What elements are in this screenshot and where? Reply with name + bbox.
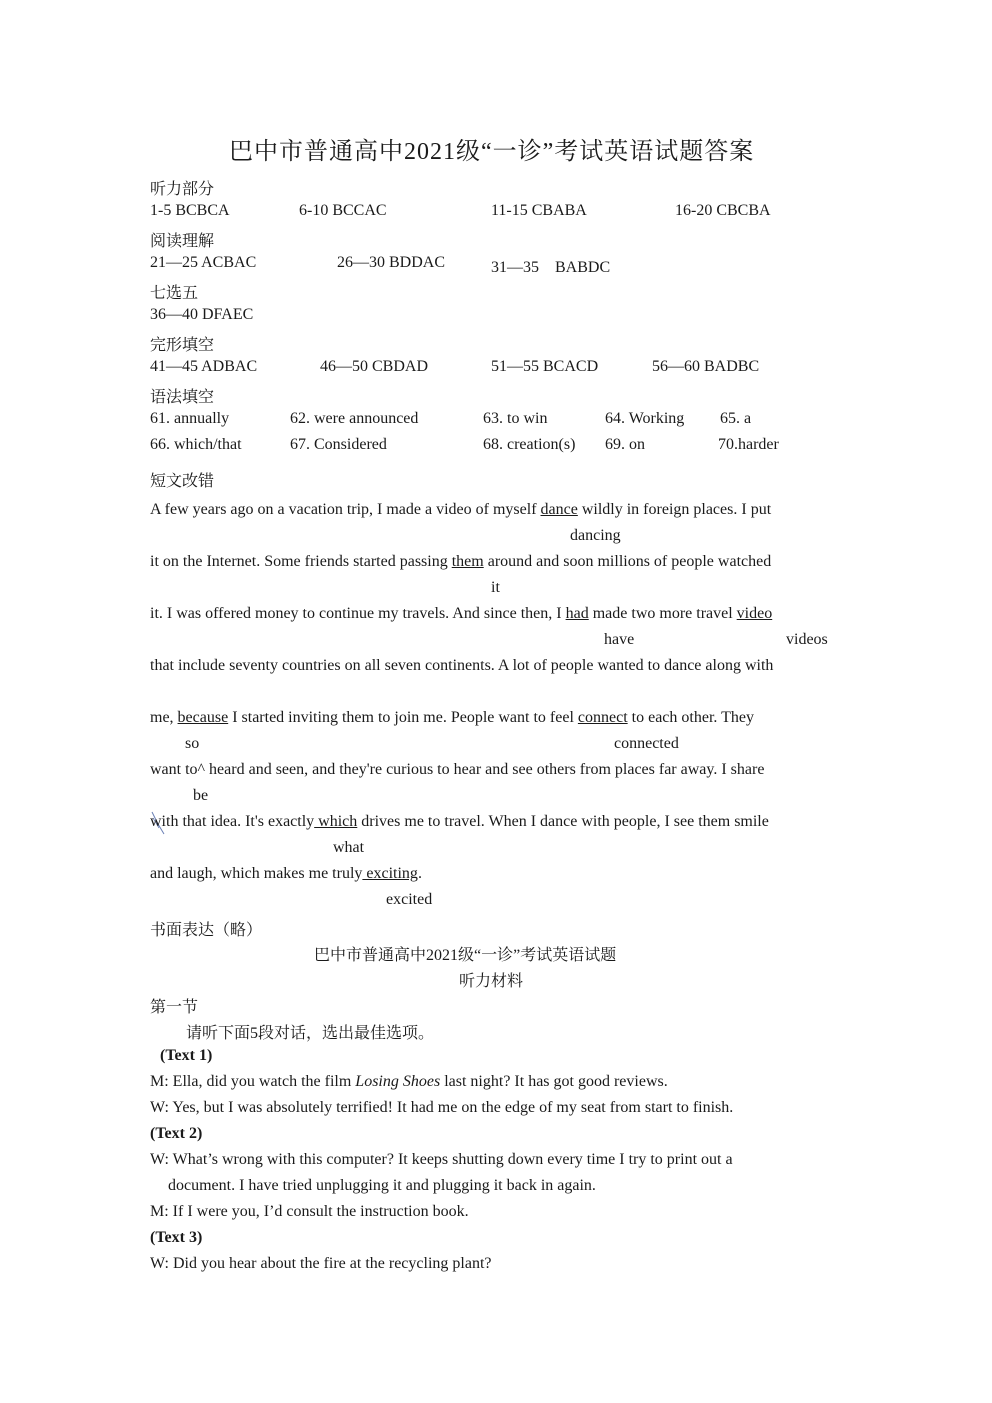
answer-group: 21—25 ACBAC [150,254,257,271]
grammar-answer: 63. to win [483,410,548,427]
dialogue-line: W: What’s wrong with this computer? It keeps shutting down every time I try to print out a [150,1151,733,1168]
answer-group: 1-5 BCBCA [150,202,230,219]
text-label: (Text 3) [150,1229,203,1246]
correction-line: and laugh, which makes me truly exciting. [150,865,422,882]
error-word: which [314,813,358,830]
correction-line: that include seventy countries on all seven continents. A lot of people wanted to dance along with [150,657,774,674]
answer-group: 41—45 ADBAC [150,358,258,375]
correction-fix: have [604,631,635,648]
answer-group: 31—35 BABDC [491,259,611,276]
error-word: exciting [362,865,418,882]
answer-group: 56—60 BADBC [652,358,760,375]
correction-fix: excited [386,891,433,908]
answer-group: 16-20 CBCBA [675,202,771,219]
instruction: 请听下面5段对话，选出最佳选项。 [186,1025,435,1042]
text-label: (Text 1) [160,1047,213,1064]
correction-fix: so [185,735,200,752]
grammar-answer: 61. annually [150,410,230,427]
correction-fix: dancing [570,527,621,544]
section-heading: 第一节 [150,999,199,1016]
answer-group: 36—40 DFAEC [150,306,254,323]
error-word: them [451,553,484,570]
correction-line: with that idea. It's exactly which drives me to travel. When I dance with people, I see them smile [150,813,769,830]
grammar-answer: 66. which/that [150,436,242,453]
error-word: video [736,605,773,622]
dialogue-line: W: Did you hear about the fire at the recycling plant? [150,1255,492,1272]
grammar-answer: 62. were announced [290,410,419,427]
correction-fix: connected [614,735,679,752]
correction-fix: what [333,839,365,856]
error-word: dance [540,501,578,518]
listening-heading: 听力部分 [150,181,215,198]
answer-group: 6-10 BCCAC [299,202,387,219]
seven-five-heading: 七选五 [150,285,199,302]
grammar-answer: 65. a [720,410,752,427]
correction-heading: 短文改错 [150,473,215,490]
dialogue-line: M: Ella, did you watch the film Losing Shoes last night? It has got good reviews. [150,1073,668,1090]
correction-line: it on the Internet. Some friends started passing them around and soon millions of people watched [150,553,772,570]
writing-note: 书面表达（略） [150,922,263,939]
dialogue-line: W: Yes, but I was absolutely terrified! It had me on the edge of my seat from start to finish. [150,1099,734,1116]
grammar-answer: 69. on [605,436,645,453]
grammar-answer: 68. creation(s) [483,436,576,453]
error-word: connect [577,709,628,726]
cloze-heading: 完形填空 [150,337,215,354]
material-subtitle: 听力材料 [459,973,524,990]
dialogue-line: document. I have tried unplugging it and plugging it back in again. [168,1177,596,1194]
material-title: 巴中市普通高中2021级“一诊”考试英语试题 [314,947,617,964]
correction-line: it. I was offered money to continue my travels. And since then, I had made two more travel video [150,605,773,622]
correction-fix: be [193,787,209,804]
answer-group: 51—55 BCACD [491,358,599,375]
dialogue-line: M: If I were you, I’d consult the instruction book. [150,1203,469,1220]
error-word: because [177,709,229,726]
correction-fix: it [491,579,500,596]
correction-line: me, because I started inviting them to join me. People want to feel connect to each other. They [150,709,754,726]
text-label: (Text 2) [150,1125,203,1142]
error-word: had [565,605,589,622]
correction-line: A few years ago on a vacation trip, I made a video of myself dance wildly in foreign places. I put [150,501,772,518]
grammar-answer: 67. Considered [290,436,387,453]
reading-heading: 阅读理解 [150,233,215,250]
answer-group: 26—30 BDDAC [337,254,446,271]
answer-group: 46—50 CBDAD [320,358,429,375]
grammar-answer: 64. Working [605,410,685,427]
answer-group: 11-15 CBABA [491,202,587,219]
page-title: 巴中市普通高中2021级“一诊”考试英语试题答案 [229,139,755,165]
grammar-answer: 70.harder [718,436,779,453]
grammar-heading: 语法填空 [150,389,215,406]
correction-fix: videos [786,631,828,648]
correction-line: want to^ heard and seen, and they're curious to hear and see others from places far away. I share [150,761,765,778]
